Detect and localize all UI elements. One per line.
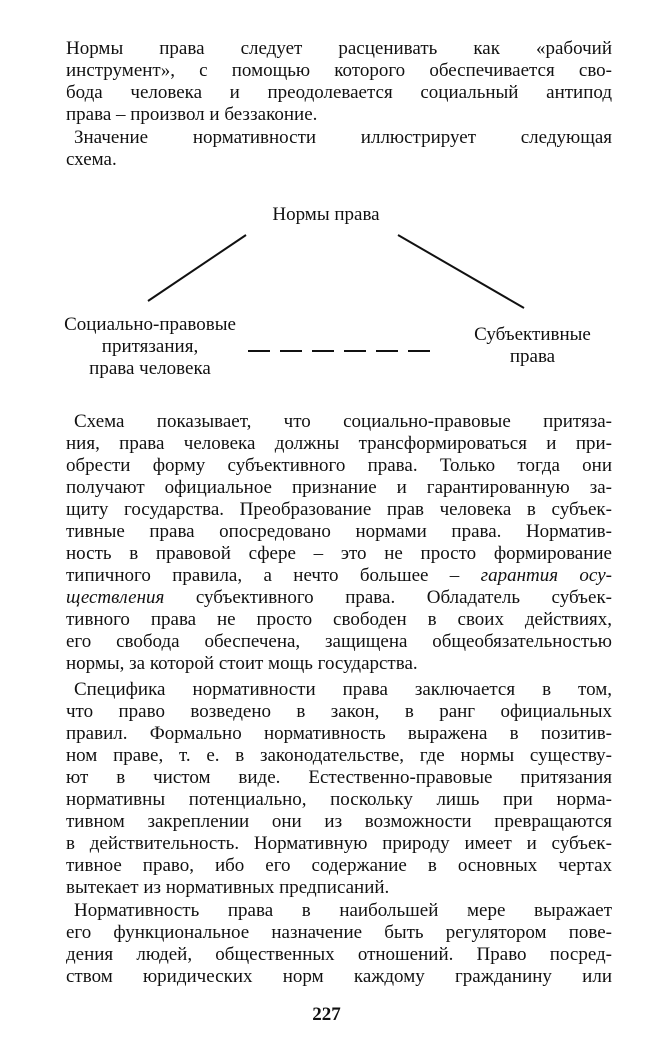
text-line: дения людей, общественных отношений. Право посред- — [66, 944, 612, 965]
left-connector-line — [148, 235, 246, 301]
text-line: его свобода обеспечена, защищена общеобязательностью — [66, 631, 612, 652]
text-line: ном праве, т. е. в законодательстве, где нормы существу- — [66, 745, 612, 766]
text-line: его функциональное назначение быть регулятором пове- — [66, 922, 612, 943]
diagram-label-line: права человека — [89, 358, 211, 379]
text-line: тивное право, ибо его содержание в основных чертах — [66, 855, 612, 876]
text-line: ность в правовой сфере – это не просто формирование — [66, 543, 612, 564]
text-line: Нормативность права в наибольшей мере выражает — [74, 900, 612, 921]
text-line: вытекает из нормативных предписаний. — [66, 877, 390, 898]
text-line: нормативны потенциально, поскольку лишь при норма- — [66, 789, 612, 810]
page-number: 227 — [312, 1004, 341, 1025]
text-line: что право возведено в закон, в ранг официальных — [66, 701, 612, 722]
text-line: Схема показывает, что социально-правовые притяза- — [74, 411, 612, 432]
paragraph-4 — [66, 679, 612, 899]
italic-emphasis: ществления — [66, 587, 165, 608]
paragraph-2 — [66, 127, 612, 171]
text-line: обрести форму субъективного права. Только тогда они — [66, 455, 612, 476]
text-line: ют в чистом виде. Естественно-правовые притязания — [66, 767, 612, 788]
italic-emphasis: гарантия осу- — [480, 565, 612, 586]
text-line: бода человека и преодолевается социальный антипод — [66, 82, 612, 103]
text-line: тивного права не просто свободен в своих действиях, — [66, 609, 612, 630]
text-line: тивные права опосредовано нормами права. Норматив- — [66, 521, 612, 542]
text-line: тивном закреплении они из возможности превращаются — [66, 811, 612, 832]
diagram-label-line: Субъективные — [474, 324, 591, 345]
paragraph-1 — [66, 38, 612, 126]
text-line: получают официальное признание и гарантированную за- — [66, 477, 612, 498]
diagram-label-norms: Нормы права — [272, 204, 380, 225]
paragraph-5 — [66, 900, 612, 988]
text-line: Нормы права следует расценивать как «рабочий — [66, 38, 612, 59]
norms-diagram — [0, 195, 653, 385]
diagram-label-line: Социально-правовые — [64, 314, 236, 335]
text-line: правил. Формально нормативность выражена в позитив- — [66, 723, 612, 744]
text-line: инструмент», с помощью которого обеспечивается сво- — [66, 60, 612, 81]
text-line: в действительность. Нормативную природу имеет и субъек- — [66, 833, 612, 854]
text-line — [66, 565, 612, 587]
text-line: Специфика нормативности права заключается в том, — [74, 679, 612, 700]
text-line: ния, права человека должны трансформироваться и при- — [66, 433, 612, 454]
text-line: права – произвол и беззаконие. — [66, 104, 318, 125]
diagram-label-subjective-rights — [455, 324, 610, 368]
text-segment: типичного правила, а нечто большее – — [66, 565, 481, 586]
text-line: нормы, за которой стоит мощь государства. — [66, 653, 418, 674]
text-line: Значение нормативности иллюстрирует следующая — [74, 127, 612, 148]
text-segment: субъективного права. Обладатель субъек- — [164, 587, 612, 608]
diagram-label-claims — [40, 314, 260, 380]
paragraph-3 — [66, 411, 612, 675]
text-line: щиту государства. Преобразование прав человека в субъек- — [66, 499, 612, 520]
diagram-label-line: права — [509, 346, 556, 367]
diagram-label-line: притязания, — [101, 336, 199, 357]
text-line — [66, 587, 612, 609]
text-line: схема. — [66, 149, 117, 170]
text-line: ством юридических норм каждому гражданину или — [66, 966, 612, 987]
right-connector-line — [398, 235, 524, 308]
